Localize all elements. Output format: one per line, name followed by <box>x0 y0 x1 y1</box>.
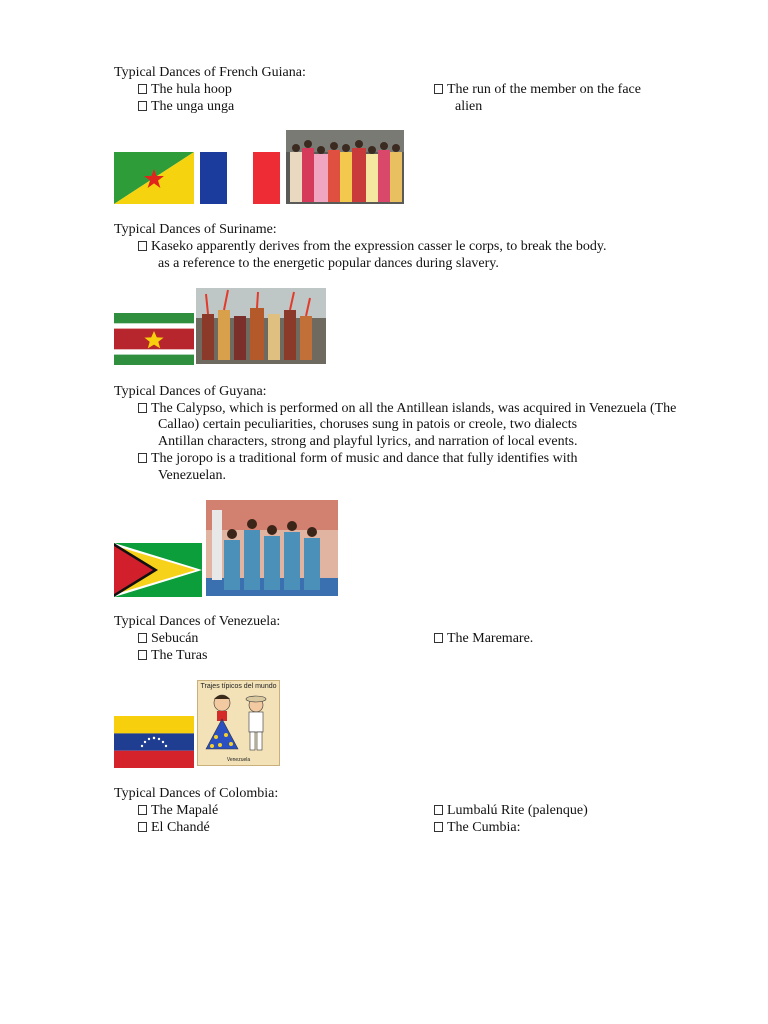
bullet-icon <box>138 403 147 413</box>
list-item: Sebucán <box>138 630 198 647</box>
heading-venezuela: Typical Dances of Venezuela: <box>114 614 281 629</box>
costume-illustration <box>198 691 281 757</box>
list-item: Kaseko apparently derives from the expression casser le corps, to break the body. <box>138 238 607 255</box>
list-item: Lumbalú Rite (palenque) <box>434 802 588 819</box>
card-title: Trajes típicos del mundo <box>200 683 277 690</box>
list-item-continuation: Antillan characters, strong and playful lyrics, and narration of local events. <box>158 434 578 449</box>
bullet-icon <box>434 84 443 94</box>
list-item-continuation: Venezuelan. <box>158 468 227 483</box>
bullet-icon <box>138 805 147 815</box>
list-item-continuation: Callao) certain peculiarities, choruses sung in patois or creole, two dialects <box>158 417 578 432</box>
card-caption: Venezuela <box>226 757 251 763</box>
list-item: The Turas <box>138 647 207 664</box>
list-item: The Cumbia: <box>434 819 521 836</box>
list-item: The hula hoop <box>138 81 232 98</box>
dancers-photo-guyana <box>206 500 338 596</box>
bullet-icon <box>138 101 147 111</box>
dancers-photo-french-guiana <box>286 130 404 204</box>
bullet-icon <box>138 822 147 832</box>
venezuela-flag-image <box>114 716 194 768</box>
bullet-icon <box>138 650 147 660</box>
dancers-photo-suriname <box>196 288 326 364</box>
bullet-icon <box>138 84 147 94</box>
heading-french-guiana: Typical Dances of French Guiana: <box>114 65 306 80</box>
list-item-continuation: as a reference to the energetic popular dances during slavery. <box>158 256 499 271</box>
bullet-icon <box>434 822 443 832</box>
bullet-icon <box>138 241 147 251</box>
list-item: The unga unga <box>138 98 234 115</box>
list-item: The joropo is a traditional form of music and dance that fully identifies with <box>138 450 578 467</box>
list-item: The Maremare. <box>434 630 533 647</box>
costume-card-venezuela <box>197 680 280 766</box>
suriname-flag-image <box>114 313 194 365</box>
france-flag-image <box>200 152 280 204</box>
french-guiana-flag-image <box>114 152 194 204</box>
list-item: El Chandé <box>138 819 210 836</box>
list-item: The Mapalé <box>138 802 218 819</box>
heading-guyana: Typical Dances of Guyana: <box>114 384 267 399</box>
bullet-icon <box>434 633 443 643</box>
bullet-icon <box>138 633 147 643</box>
bullet-icon <box>434 805 443 815</box>
list-item: The run of the member on the face <box>434 81 641 98</box>
guyana-flag-image <box>114 543 202 597</box>
list-item-continuation: alien <box>455 99 483 114</box>
list-item: The Calypso, which is performed on all the Antillean islands, was acquired in Venezuela (The <box>138 400 676 417</box>
bullet-icon <box>138 453 147 463</box>
heading-suriname: Typical Dances of Suriname: <box>114 222 277 237</box>
heading-colombia: Typical Dances of Colombia: <box>114 786 279 801</box>
